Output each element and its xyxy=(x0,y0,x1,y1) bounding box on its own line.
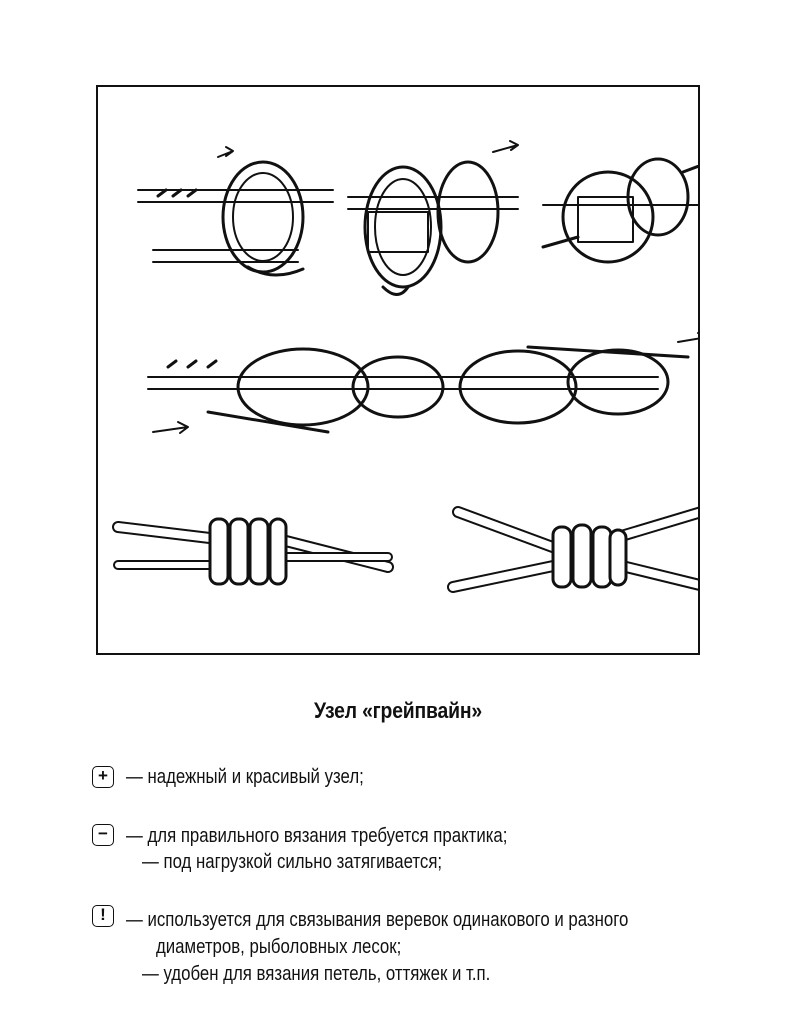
knot-finished-left-drawing xyxy=(118,519,388,584)
note-line-3: — удобен для вязания петель, оттяжек и т.п. xyxy=(142,963,491,985)
knot-illustration-frame xyxy=(96,85,700,655)
disadvantage-line-1: — для правильного вязания требуется практика; xyxy=(126,825,508,847)
knot-illustrations xyxy=(98,87,698,653)
plus-icon: + xyxy=(92,766,114,788)
disadvantage-line-2: — под нагрузкой сильно затягивается; xyxy=(142,851,443,873)
minus-icon: − xyxy=(92,824,114,846)
knot-step-2-drawing xyxy=(348,141,518,295)
knot-step-1-drawing xyxy=(138,147,333,275)
knot-step-3-drawing xyxy=(543,157,698,262)
exclamation-icon: ! xyxy=(92,905,114,927)
knot-finished-right-drawing xyxy=(453,507,698,587)
note-line-2: диаметров, рыболовных лесок; xyxy=(156,936,402,958)
knot-full-drawing xyxy=(148,333,698,433)
knot-title: Узел «грейпвайн» xyxy=(314,698,482,723)
note-line-1: — используется для связывания веревок одинакового и разного xyxy=(126,909,629,931)
advantage-line-1: — надежный и красивый узел; xyxy=(126,766,364,788)
